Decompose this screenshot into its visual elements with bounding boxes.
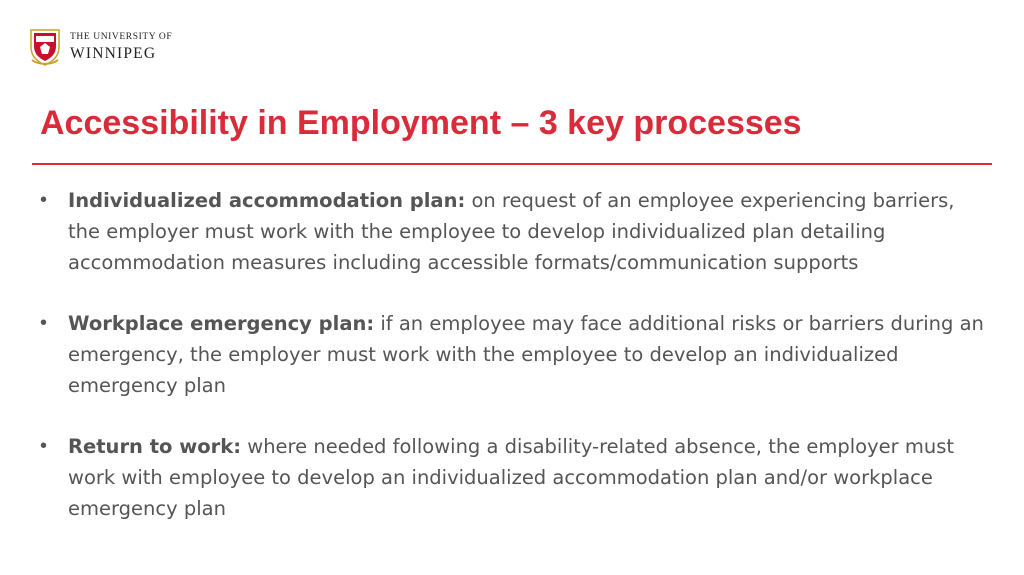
title-divider [32,163,992,165]
bullet-dot-icon: • [40,189,48,211]
bullet-body: on request of an employee experiencing barriers, the employer must work with the employee to develop individualized plan detailing accommodation measures including accessible formats/communication supports [68,189,955,274]
crest-icon [28,27,62,67]
logo-line2: WINNIPEG [70,45,157,62]
bullet-body: where needed following a disability-related absence, the employer must work with employee to develop an individualized accommodation plan and/or workplace emergency plan [68,435,955,520]
slide-title: Accessibility in Employment – 3 key processes [40,104,802,142]
bullet-item [40,185,990,278]
bullet-list [40,185,990,554]
bullet-heading: Individualized accommodation plan: [68,189,466,212]
bullet-heading: Return to work: [68,435,242,458]
university-logo [28,27,172,67]
bullet-dot-icon: • [40,312,48,334]
logo-line1: THE UNIVERSITY OF [70,31,173,42]
bullet-item [40,431,990,524]
bullet-dot-icon: • [40,435,48,457]
bullet-body: if an employee may face additional risks or barriers during an emergency, the employer must work with the employee to develop an individualized emergency plan [68,312,984,397]
bullet-heading: Workplace emergency plan: [68,312,375,335]
bullet-item [40,308,990,401]
